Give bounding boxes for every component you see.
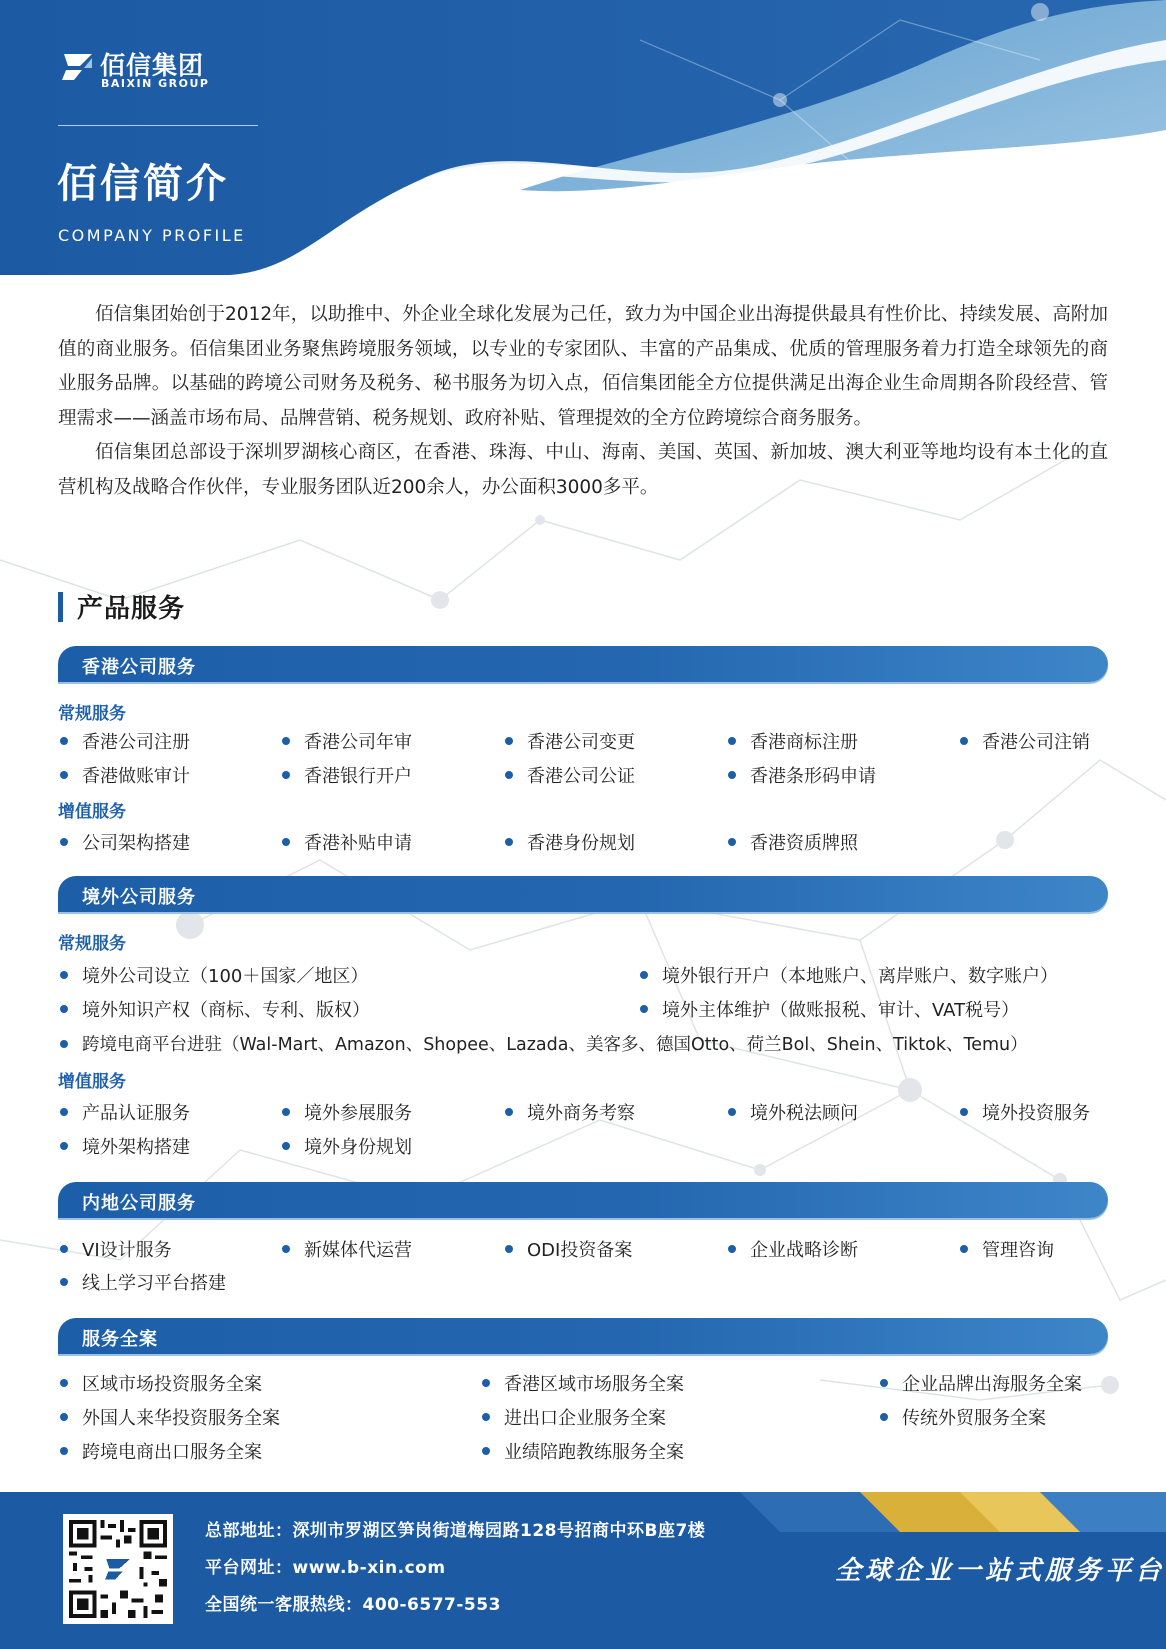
page-subtitle: COMPANY PROFILE (58, 226, 246, 245)
band-title: 服务全案 (82, 1329, 158, 1350)
products-section-title (58, 588, 185, 625)
baixin-logo-icon (60, 48, 96, 84)
brand-logo[interactable] (60, 44, 260, 100)
footer-slogan: 全球企业一站式服务平台 (835, 1556, 1166, 1586)
list-item: 线上学习平台搭建 (58, 1269, 226, 1295)
band-title: 香港公司服务 (82, 657, 196, 678)
list-item: 香港公司年审 (280, 728, 412, 754)
section-marker (58, 592, 63, 622)
list-item: VI设计服务 (58, 1236, 172, 1262)
footer-address: 总部地址：深圳市罗湖区笋岗街道梅园路128号招商中环B座7楼 (205, 1521, 706, 1541)
list-item: 传统外贸服务全案 (878, 1404, 1046, 1430)
list-item: 新媒体代运营 (280, 1236, 412, 1262)
list-item: 境外商务考察 (503, 1099, 635, 1125)
list-item: 公司架构搭建 (58, 829, 190, 855)
intro-paragraph: 佰信集团总部设于深圳罗湖核心商区，在香港、珠海、中山、海南、美国、英国、新加坡、澳大利亚等地均设有本土化的直营机构及战略合作伙伴，专业服务团队近200余人，办公面积3000多平。 (58, 442, 1108, 498)
list-item: 香港资质牌照 (726, 829, 858, 855)
list-item: 境外投资服务 (958, 1099, 1090, 1125)
overseas-regular-label: 常规服务 (58, 934, 126, 954)
page-title: 佰信简介 (57, 161, 229, 207)
section-title-text: 产品服务 (77, 594, 186, 624)
brand-name-cn: 佰信集团 (100, 51, 205, 80)
list-item: 香港公司注册 (58, 728, 190, 754)
qr-code[interactable] (63, 1514, 173, 1624)
list-item: 管理咨询 (958, 1236, 1054, 1262)
list-item: 境外参展服务 (280, 1099, 412, 1125)
list-item: 香港区域市场服务全案 (480, 1370, 684, 1396)
hk-value-label: 增值服务 (58, 802, 126, 822)
intro-paragraph: 佰信集团始创于2012年，以助推中、外企业全球化发展为己任，致力为中国企业出海提供最具有性价比、持续发展、高附加值的商业服务。佰信集团业务聚焦跨境服务领域，以专业的专家团队、丰富的产品集成、优质的管理服务着力打造全球领先的商业服务品牌。以基础的跨境公司财务及税务、秘书服务为切入点，佰信集团能全方位提供满足出海企业生命周期各阶段经营、管理需求——涵盖市场布局、品牌营销、税务规划、政府补贴、管理提效的全方位跨境综合商务服务。 (58, 304, 1108, 429)
list-item: 香港公司注销 (958, 728, 1090, 754)
list-item: 企业品牌出海服务全案 (878, 1370, 1082, 1396)
mainland-services-band (58, 1182, 1108, 1218)
footer (0, 1492, 1166, 1649)
list-item: 外国人来华投资服务全案 (58, 1404, 280, 1430)
header-divider (58, 125, 258, 126)
list-item: 境外税法顾问 (726, 1099, 858, 1125)
brand-name-en: BAIXIN GROUP (101, 77, 210, 90)
hk-services-band (58, 646, 1108, 682)
list-item: 香港补贴申请 (280, 829, 412, 855)
list-item: 区域市场投资服务全案 (58, 1370, 262, 1396)
list-item: 境外身份规划 (280, 1133, 412, 1159)
overseas-services-band (58, 876, 1108, 912)
company-intro (58, 298, 1108, 505)
list-item: 香港银行开户 (280, 762, 412, 788)
list-item: 香港身份规划 (503, 829, 635, 855)
overseas-value-label: 增值服务 (58, 1072, 126, 1092)
list-item: 香港做账审计 (58, 762, 190, 788)
list-item: 进出口企业服务全案 (480, 1404, 666, 1430)
list-item: 境外架构搭建 (58, 1133, 190, 1159)
list-item: 产品认证服务 (58, 1099, 190, 1125)
footer-hotline[interactable]: 全国统一客服热线：400-6577-553 (205, 1595, 501, 1615)
qr-code-icon (69, 1520, 167, 1618)
list-item: 业绩陪跑教练服务全案 (480, 1438, 684, 1464)
list-item: ODI投资备案 (503, 1236, 632, 1262)
list-item: 香港商标注册 (726, 728, 858, 754)
list-item: 境外银行开户（本地账户、离岸账户、数字账户） (638, 962, 1058, 988)
footer-website[interactable]: 平台网址：www.b-xin.com (205, 1558, 446, 1578)
list-item: 香港公司变更 (503, 728, 635, 754)
hk-regular-label: 常规服务 (58, 704, 126, 724)
solutions-band (58, 1318, 1108, 1354)
list-item: 香港公司公证 (503, 762, 635, 788)
band-title: 内地公司服务 (82, 1193, 196, 1214)
list-item: 跨境电商平台进驻（Wal-Mart、Amazon、Shopee、Lazada、美客多、德国Otto、荷兰Bol、Shein、Tiktok、Temu） (58, 1031, 1028, 1056)
list-item: 境外知识产权（商标、专利、版权） (58, 996, 370, 1022)
list-item: 境外主体维护（做账报税、审计、VAT税号） (638, 996, 1019, 1022)
list-item: 企业战略诊断 (726, 1236, 858, 1262)
list-item: 香港条形码申请 (726, 762, 876, 788)
list-item: 跨境电商出口服务全案 (58, 1438, 262, 1464)
list-item: 境外公司设立（100＋国家／地区） (58, 962, 368, 988)
band-title: 境外公司服务 (82, 887, 196, 908)
